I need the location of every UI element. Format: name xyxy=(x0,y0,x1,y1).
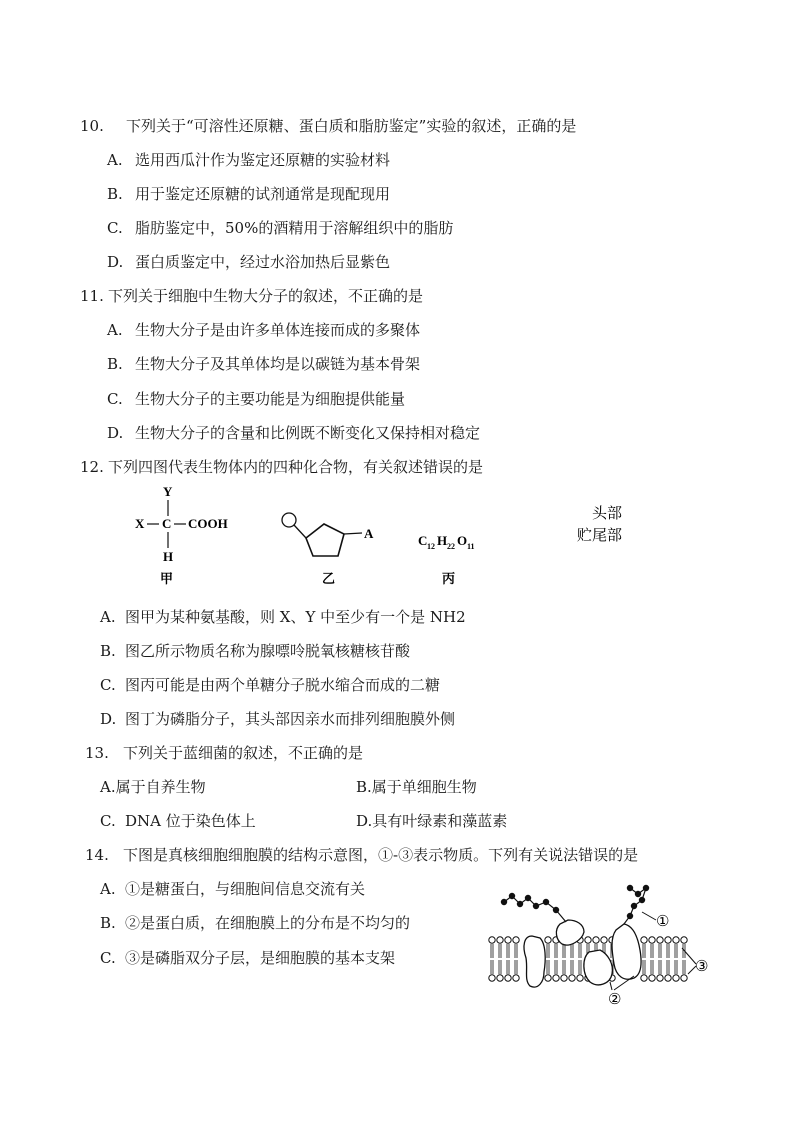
q13-number: 13. xyxy=(85,744,109,762)
protein-left-icon xyxy=(524,936,545,987)
phospholipid-head-icon xyxy=(497,975,503,981)
q11-option-d xyxy=(107,423,480,443)
phospholipid-head-icon xyxy=(641,937,647,943)
phospholipid-head-icon xyxy=(513,975,519,981)
option-text: 具有叶绿素和藻蓝素 xyxy=(372,812,508,830)
phospholipid-head-icon xyxy=(497,937,503,943)
q10-stem: 下列关于“可溶性还原糖、蛋白质和脂肪鉴定”实验的叙述，正确的是 xyxy=(126,117,577,135)
option-label: A. xyxy=(107,151,123,169)
option-label: C. xyxy=(107,390,123,408)
bing-caption: 丙 xyxy=(442,571,456,586)
q10-option-d xyxy=(107,252,390,272)
q10-stem-line xyxy=(80,116,576,136)
q14-option-a xyxy=(100,879,365,899)
option-text: 属于单细胞生物 xyxy=(371,778,477,796)
nucleotide-structure xyxy=(282,513,374,586)
option-text: 属于自养生物 xyxy=(115,778,206,796)
option-label: B. xyxy=(100,914,116,932)
jia-h: H xyxy=(163,549,174,564)
q12-option-b xyxy=(100,641,410,661)
cell-membrane-figure xyxy=(484,878,724,1008)
q10-option-b xyxy=(107,184,390,204)
phospholipid-head-icon xyxy=(649,937,655,943)
marker-2: ② xyxy=(608,992,622,1008)
q13-stem: 下列关于蓝细菌的叙述，不正确的是 xyxy=(123,744,364,762)
phospholipid-labels xyxy=(577,505,622,544)
option-text: 图甲为某种氨基酸，则 X、Y 中至少有一个是 NH2 xyxy=(125,608,466,626)
pentose-ring-icon xyxy=(306,524,344,556)
phospholipid-head-icon xyxy=(545,937,551,943)
q11-number: 11. xyxy=(80,287,104,305)
phospholipid-head-icon xyxy=(513,937,519,943)
option-text: DNA 位于染色体上 xyxy=(125,812,256,830)
phospholipid-head-icon xyxy=(657,975,663,981)
phospholipid-head-icon xyxy=(505,937,511,943)
disaccharide-formula xyxy=(418,533,475,586)
q10-option-c xyxy=(107,218,453,238)
phospholipid-head-icon xyxy=(601,937,607,943)
yi-caption: 乙 xyxy=(322,571,336,586)
ding-tail: 贮尾部 xyxy=(577,528,623,544)
yi-a: A xyxy=(364,526,374,541)
option-label: A. xyxy=(100,880,116,898)
option-text: 生物大分子及其单体均是以碳链为基本骨架 xyxy=(135,355,421,373)
phospholipid-head-icon xyxy=(505,975,511,981)
phospholipid-head-icon xyxy=(673,937,679,943)
q13-stem-line xyxy=(85,743,363,763)
option-label: B. xyxy=(356,778,372,796)
phospholipid-head-icon xyxy=(649,975,655,981)
marker-3: ③ xyxy=(695,959,709,975)
phospholipid-head-icon xyxy=(593,937,599,943)
phospholipid-head-icon xyxy=(681,975,687,981)
option-text: 用于鉴定还原糖的试剂通常是现配现用 xyxy=(135,185,391,203)
phospholipid-head-icon xyxy=(665,937,671,943)
option-text: ②是蛋白质，在细胞膜上的分布是不均匀的 xyxy=(125,914,411,932)
option-text: 脂肪鉴定中，50%的酒精用于溶解组织中的脂肪 xyxy=(135,219,454,237)
q14-option-b xyxy=(100,913,410,933)
option-text: 生物大分子的含量和比例既不断变化又保持相对稳定 xyxy=(135,424,481,442)
phospholipid-head-icon xyxy=(489,937,495,943)
option-label: A. xyxy=(100,608,116,626)
option-label: D. xyxy=(107,424,124,442)
marker-1: ① xyxy=(656,914,670,930)
protein-bottom-icon xyxy=(584,950,613,985)
option-label: B. xyxy=(100,642,116,660)
bing-h: H xyxy=(437,533,448,548)
q12-option-a xyxy=(100,607,466,627)
bing-o: O xyxy=(457,533,468,548)
bing-sub-c: 12 xyxy=(427,542,435,551)
option-label: A. xyxy=(100,778,116,796)
phospholipid-head-icon xyxy=(553,975,559,981)
phosphate-circle-icon xyxy=(282,513,296,527)
q13-option-a xyxy=(100,777,206,797)
option-label: C. xyxy=(100,949,116,967)
phospholipid-head-icon xyxy=(561,975,567,981)
option-text: 图乙所示物质名称为腺嘌呤脱氧核糖核苷酸 xyxy=(125,642,411,660)
q12-figure xyxy=(0,478,793,590)
q14-stem: 下图是真核细胞细胞膜的结构示意图，①-③表示物质。下列有关说法错误的是 xyxy=(123,846,639,864)
option-label: D. xyxy=(107,253,124,271)
option-label: D. xyxy=(356,812,373,830)
q12-option-c xyxy=(100,675,440,695)
phospholipid-head-icon xyxy=(585,937,591,943)
q13-option-d xyxy=(356,811,507,831)
option-label: C. xyxy=(100,676,116,694)
phospholipid-head-icon xyxy=(657,937,663,943)
option-text: 图丁为磷脂分子，其头部因亲水而排列细胞膜外侧 xyxy=(125,710,456,728)
jia-c: C xyxy=(162,516,172,531)
q13-option-c xyxy=(100,811,256,831)
amino-acid-structure xyxy=(135,484,228,586)
bing-sub-o: 11 xyxy=(467,542,475,551)
phospholipid-head-icon xyxy=(545,975,551,981)
ding-head: 头部 xyxy=(592,506,623,522)
q11-option-a xyxy=(107,320,420,340)
q12-stem-line xyxy=(80,457,483,477)
q11-option-b xyxy=(107,354,420,374)
option-text: 蛋白质鉴定中，经过水浴加热后显紫色 xyxy=(135,253,391,271)
phospholipid-head-icon xyxy=(489,975,495,981)
q10-option-a xyxy=(107,150,390,170)
option-text: 图丙可能是由两个单糖分子脱水缩合而成的二糖 xyxy=(125,676,441,694)
q13-option-b xyxy=(356,777,477,797)
q12-stem: 下列四图代表生物体内的四种化合物，有关叙述错误的是 xyxy=(108,458,484,476)
option-label: C. xyxy=(100,812,116,830)
option-label: C. xyxy=(107,219,123,237)
jia-y: Y xyxy=(163,484,173,499)
q14-stem-line xyxy=(85,845,638,865)
q12-number: 12. xyxy=(80,458,104,476)
q11-stem: 下列关于细胞中生物大分子的叙述，不正确的是 xyxy=(108,287,424,305)
jia-caption: 甲 xyxy=(160,571,174,586)
option-text: 选用西瓜汁作为鉴定还原糖的实验材料 xyxy=(135,151,391,169)
phospholipid-head-icon xyxy=(673,975,679,981)
option-text: ①是糖蛋白，与细胞间信息交流有关 xyxy=(125,880,366,898)
q10-number: 10. xyxy=(80,117,104,135)
phospholipid-head-icon xyxy=(641,975,647,981)
q14-number: 14. xyxy=(85,846,109,864)
option-label: B. xyxy=(107,185,123,203)
glycoprotein-chains xyxy=(501,885,648,924)
phospholipid-head-icon xyxy=(577,975,583,981)
q11-option-c xyxy=(107,389,405,409)
bing-sub-h: 22 xyxy=(447,542,455,551)
jia-x: X xyxy=(135,516,145,531)
jia-cooh: COOH xyxy=(188,516,228,531)
phospholipid-head-icon xyxy=(665,975,671,981)
q14-option-c xyxy=(100,948,395,968)
option-text: ③是磷脂双分子层，是细胞膜的基本支架 xyxy=(125,949,396,967)
option-label: D. xyxy=(100,710,117,728)
q12-option-d xyxy=(100,709,455,729)
bing-c: C xyxy=(418,533,428,548)
option-label: B. xyxy=(107,355,123,373)
option-text: 生物大分子是由许多单体连接而成的多聚体 xyxy=(135,321,421,339)
option-text: 生物大分子的主要功能是为细胞提供能量 xyxy=(135,390,406,408)
q11-stem-line xyxy=(80,286,423,306)
protein-right-icon xyxy=(612,924,641,979)
phospholipid-head-icon xyxy=(569,975,575,981)
option-label: A. xyxy=(107,321,123,339)
phospholipid-head-icon xyxy=(681,937,687,943)
